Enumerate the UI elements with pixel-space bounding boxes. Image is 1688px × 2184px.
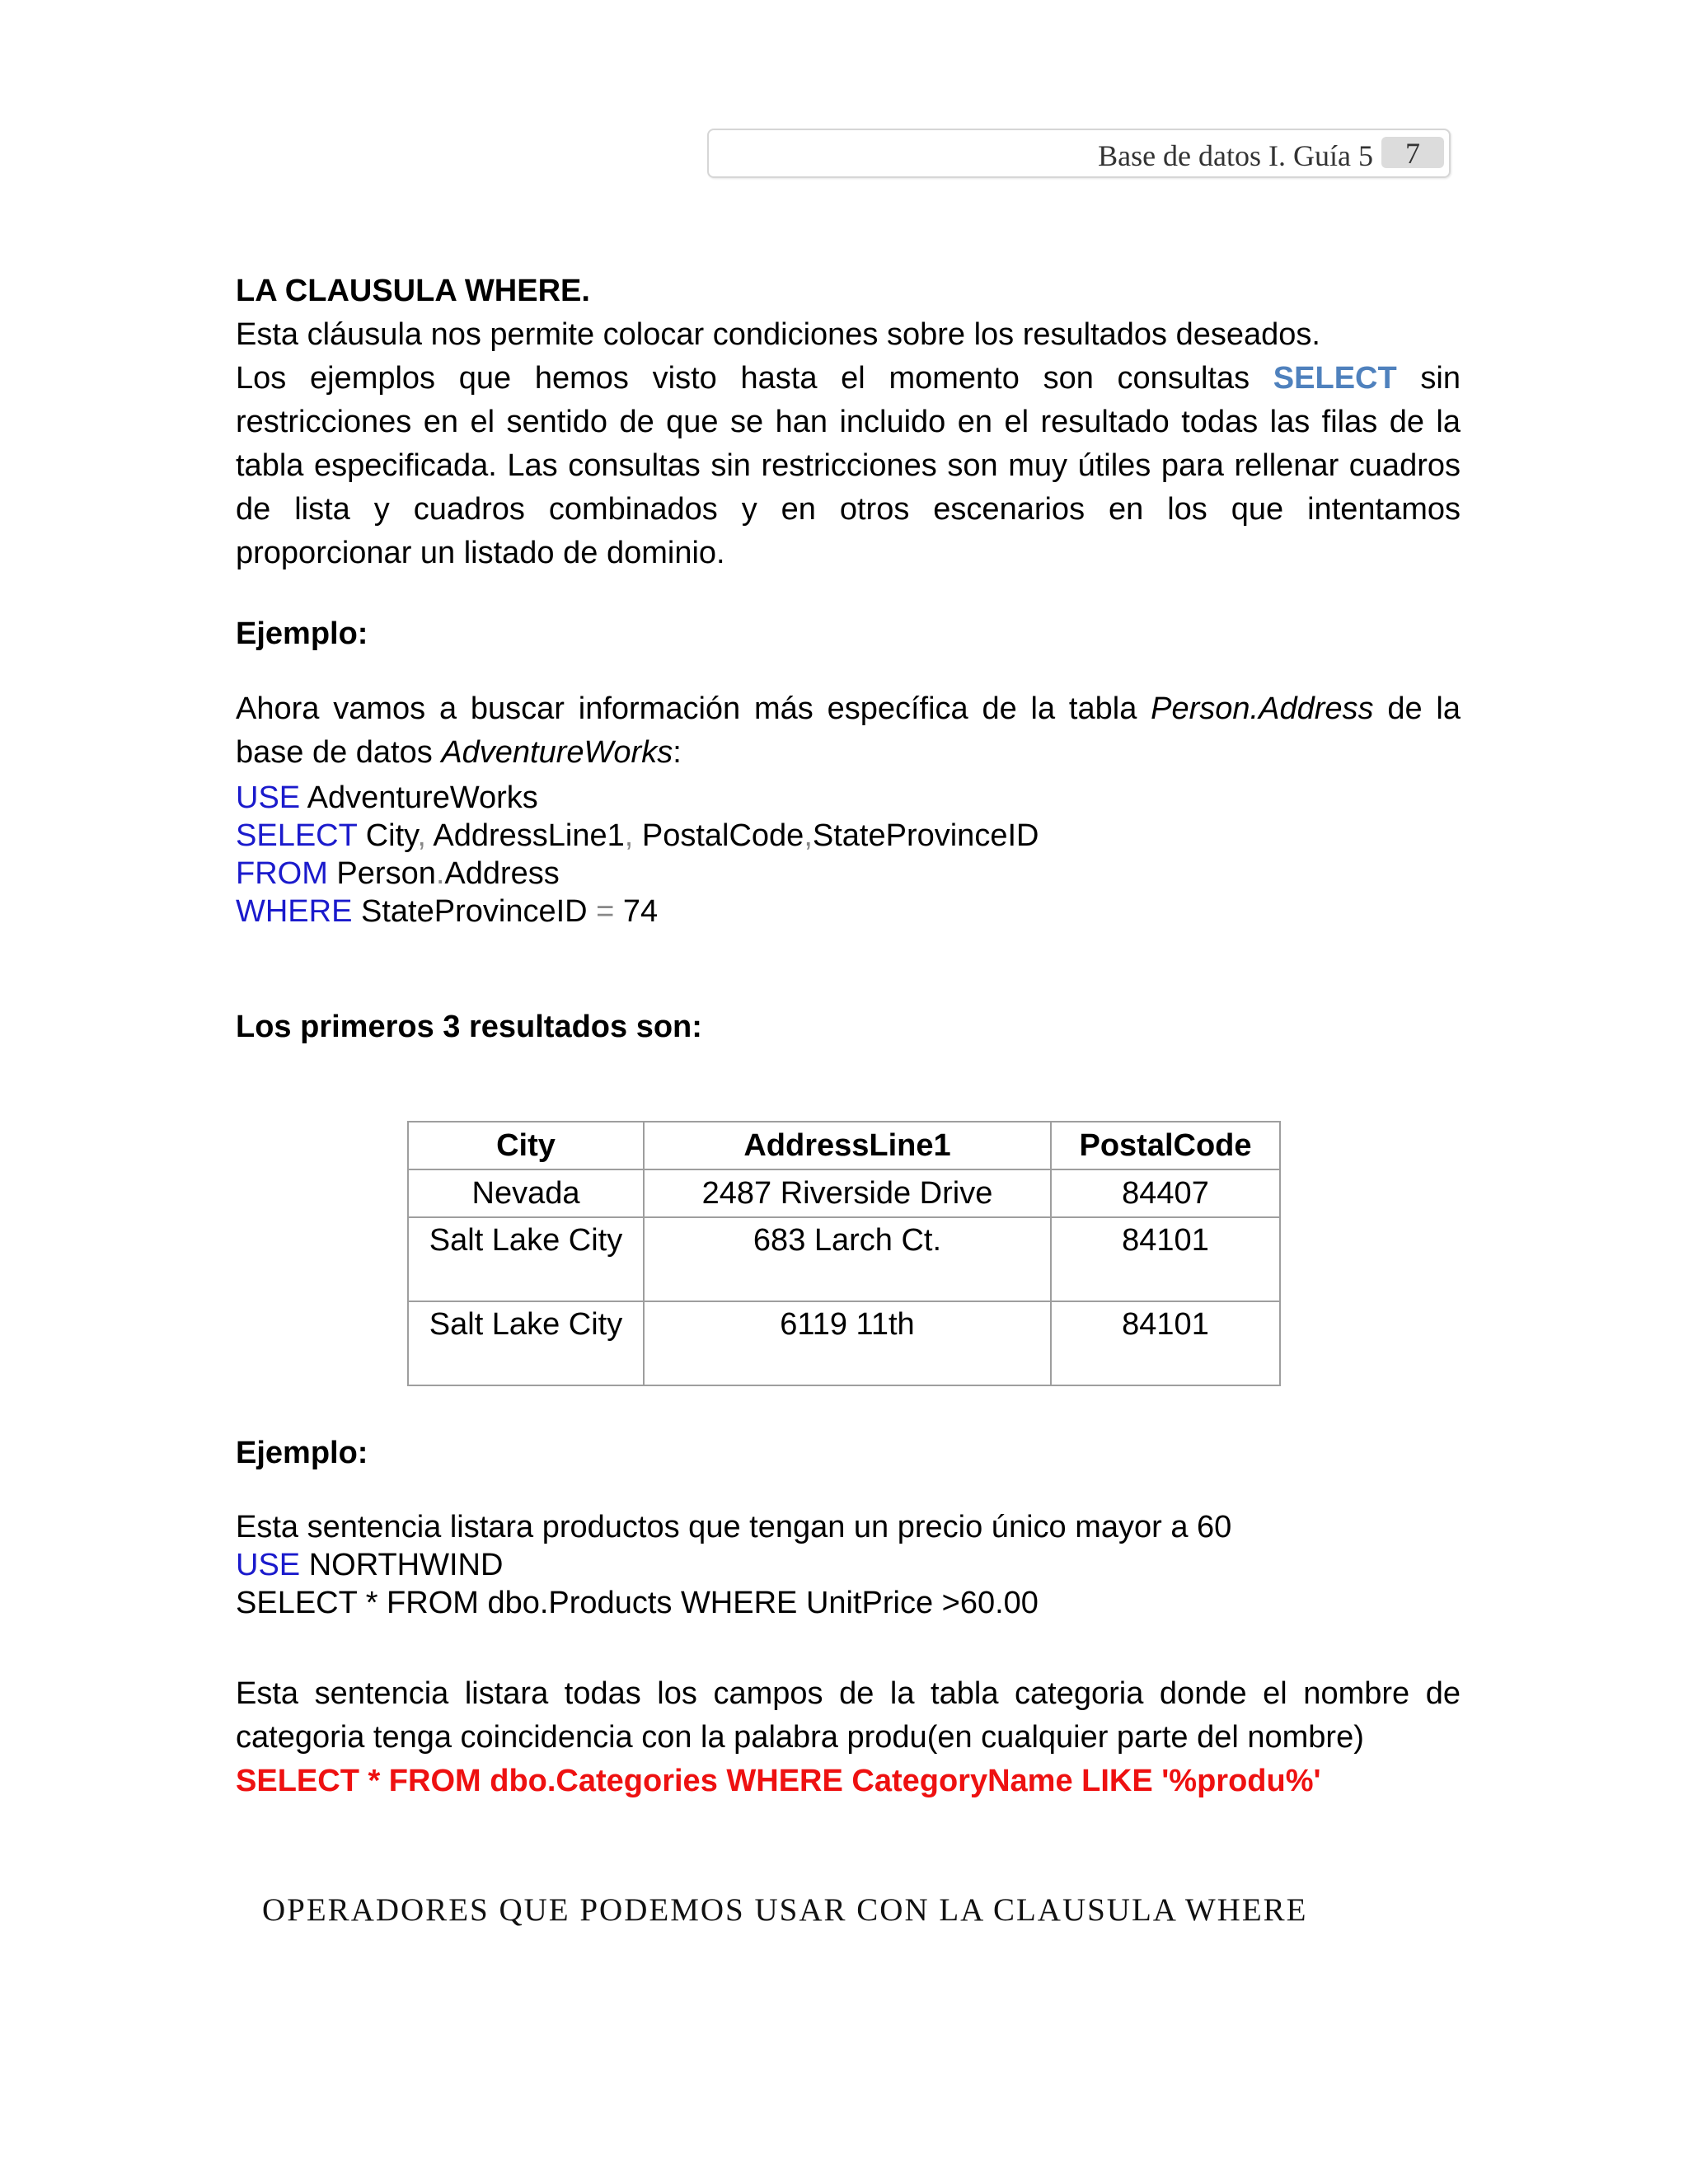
intro-line: Esta cláusula nos permite colocar condiciones sobre los resultados deseados. [236, 317, 1320, 352]
code-dot: . [435, 856, 445, 891]
results-label: Los primeros 3 resultados son: [236, 1010, 702, 1044]
results-table [407, 1121, 1281, 1386]
code-text: StateProvinceID [352, 894, 597, 929]
code-line-select [236, 817, 1461, 855]
kw-select: SELECT [236, 818, 358, 853]
code-comma: , [624, 818, 634, 853]
kw-use: USE [236, 780, 301, 815]
table-row [408, 1169, 1280, 1217]
code-equals: = [596, 894, 615, 929]
example1-code [236, 779, 1461, 930]
example2-block [236, 1508, 1461, 1622]
para-text-b: sin restricciones en el sentido de que se han incluido en el resultado todas las filas de la tabla especificada. Las consultas sin restricciones son muy útiles para rellenar cuadros de lista y cuadros combinados y en otros escenarios en los que intentamos proporcionar un listado de dominio. [236, 361, 1461, 570]
desc-a: Ahora vamos a buscar información más específica de la tabla [236, 691, 1151, 726]
code-text: Person [327, 856, 436, 891]
section-heading: LA CLAUSULA WHERE. [236, 274, 590, 308]
header-title: Base de datos I. Guía 5 [1098, 139, 1373, 172]
code-text: City [357, 818, 418, 853]
desc-c: : [673, 735, 682, 770]
code-line-where [236, 893, 1461, 930]
example1-label: Ejemplo: [236, 616, 368, 651]
table-cell: Nevada [408, 1169, 644, 1217]
table-row [408, 1217, 1280, 1301]
code-text: 74 [614, 894, 659, 929]
kw-use: USE [236, 1548, 301, 1582]
column-header: PostalCode [1051, 1122, 1280, 1169]
para-text-a: Los ejemplos que hemos visto hasta el momento son consultas [236, 361, 1273, 396]
kw-from: FROM [236, 856, 328, 891]
page-header [707, 129, 1451, 178]
code-text: NORTHWIND [300, 1548, 504, 1582]
table-cell: 84407 [1051, 1169, 1280, 1217]
table-cell: 84101 [1051, 1301, 1280, 1385]
example1-description [236, 687, 1461, 775]
table-header-row [408, 1122, 1280, 1169]
table-cell: 2487 Riverside Drive [644, 1169, 1051, 1217]
table-cell: Salt Lake City [408, 1301, 644, 1385]
table-cell: Salt Lake City [408, 1217, 644, 1301]
desc-table-name: Person.Address [1151, 691, 1374, 726]
example2-description-2: Esta sentencia listara todas los campos de la tabla categoria donde el nombre de categoria tenga coincidencia con la palabra produ(en cualquier parte del nombre) [236, 1676, 1461, 1755]
intro-paragraph [236, 357, 1461, 575]
operators-heading: OPERADORES QUE PODEMOS USAR CON LA CLAUSULA WHERE [262, 1892, 1308, 1928]
code-text: AdventureWorks [300, 780, 538, 815]
table-cell: 84101 [1051, 1217, 1280, 1301]
example2-description: Esta sentencia listara productos que tengan un precio único mayor a 60 [236, 1510, 1232, 1544]
code-text: AddressLine1 [425, 818, 625, 853]
code-comma: , [417, 818, 426, 853]
example2-label: Ejemplo: [236, 1436, 368, 1470]
code-line-select: SELECT * FROM dbo.Products WHERE UnitPrice >60.00 [236, 1586, 1039, 1620]
table-cell: 6119 11th [644, 1301, 1051, 1385]
red-sql-statement: SELECT * FROM dbo.Categories WHERE CategoryName LIKE '%produ%' [236, 1764, 1321, 1798]
table-row [408, 1301, 1280, 1385]
where-section [236, 269, 1461, 575]
code-text: PostalCode [633, 818, 804, 853]
column-header: City [408, 1122, 644, 1169]
code-text: StateProvinceID [812, 818, 1039, 853]
desc-db-name: AdventureWorks [441, 735, 673, 770]
code-line-use [236, 779, 1461, 817]
code-text: Address [444, 856, 560, 891]
column-header: AddressLine1 [644, 1122, 1051, 1169]
kw-where: WHERE [236, 894, 353, 929]
desc-b: de la base de datos [236, 691, 1461, 770]
code-line-from [236, 855, 1461, 893]
code-line-use [236, 1546, 1461, 1584]
select-keyword: SELECT [1273, 361, 1397, 396]
code-comma: , [804, 818, 813, 853]
table-cell: 683 Larch Ct. [644, 1217, 1051, 1301]
page-number: 7 [1381, 137, 1444, 168]
